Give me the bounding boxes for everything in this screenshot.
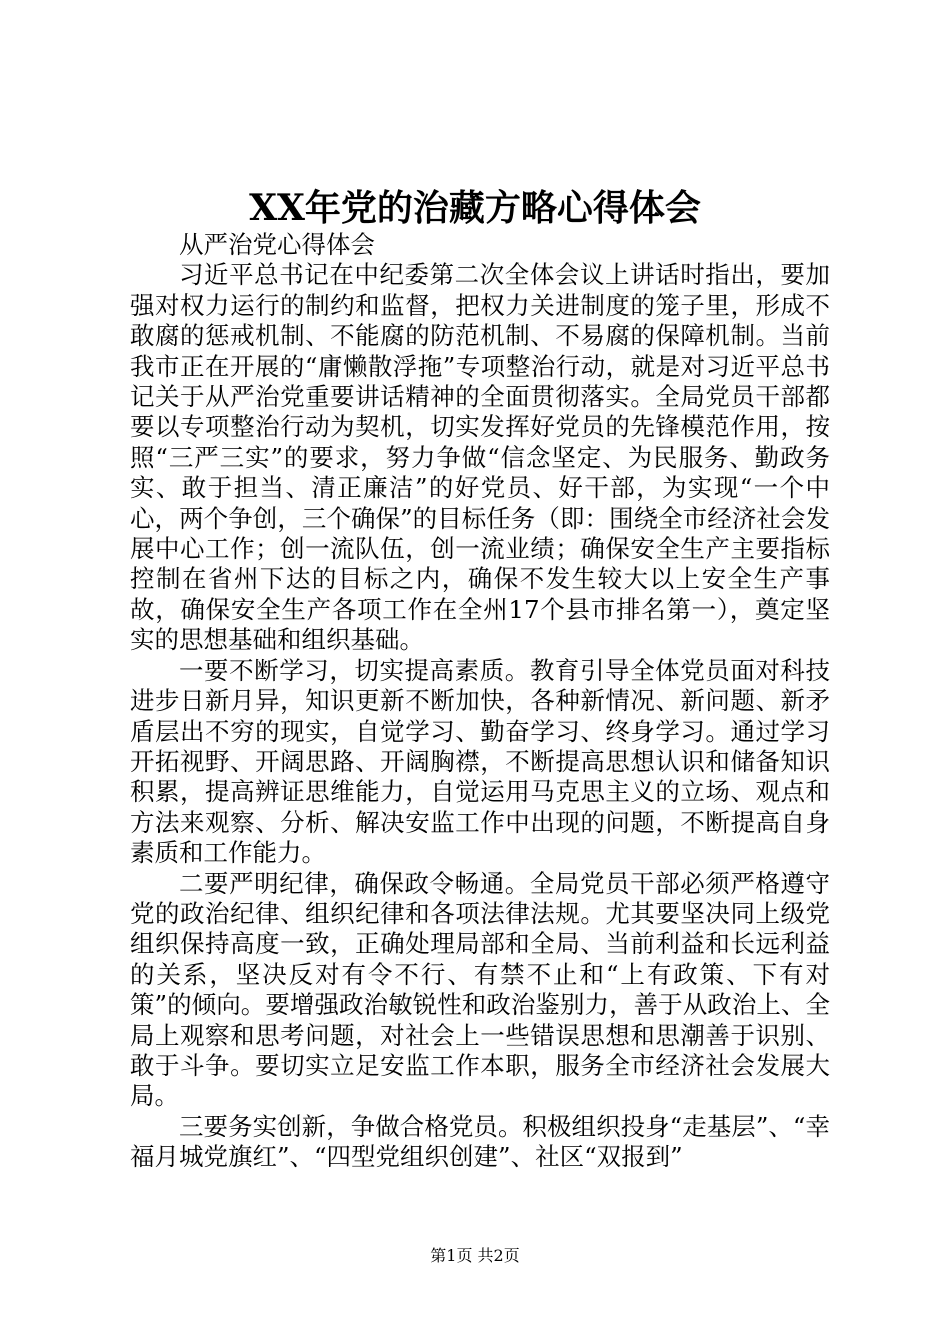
document-title: XX年党的治藏方略心得体会	[249, 187, 701, 229]
paragraph-point-three: 三要务实创新，争做合格党员。积极组织投身“走基层”、“幸福月城党旗红”、“四型党组织创建”、社区“双报到”	[130, 1111, 830, 1172]
paragraph-point-two: 二要严明纪律，确保政令畅通。全局党员干部必须严格遵守党的政治纪律、组织纪律和各项法律法规。尤其要坚决同上级党组织保持高度一致，正确处理局部和全局、当前利益和长远利益的关系，坚决反对有令不行、有禁不止和“上有政策、下有对策”的倾向。要增强政治敏锐性和政治鉴别力，善于从政治上、全局上观察和思考问题，对社会上一些错误思想和思潮善于识别、敢于斗争。要切实立足安监工作本职，服务全市经济社会发展大局。	[130, 868, 830, 1111]
paragraph-point-one: 一要不断学习，切实提高素质。教育引导全体党员面对科技进步日新月异，知识更新不断加快，各种新情况、新问题、新矛盾层出不穷的现实，自觉学习、勤奋学习、终身学习。通过学习开拓视野、开阔思路、开阔胸襟，不断提高思想认识和储备知识积累，提高辨证思维能力，自觉运用马克思主义的立场、观点和方法来观察、分析、解决安监工作中出现的问题，不断提高自身素质和工作能力。	[130, 655, 830, 868]
paragraph-subtitle: 从严治党心得体会	[179, 230, 375, 259]
document-body	[130, 230, 830, 1173]
paragraph-intro: 习近平总书记在中纪委第二次全体会议上讲话时指出，要加强对权力运行的制约和监督，把权力关进制度的笼子里，形成不敢腐的惩戒机制、不能腐的防范机制、不易腐的保障机制。当前我市正在开展的“庸懒散浮拖”专项整治行动，就是对习近平总书记关于从严治党重要讲话精神的全面贯彻落实。全局党员干部都要以专项整治行动为契机，切实发挥好党员的先锋模范作用，按照“三严三实”的要求，努力争做“信念坚定、为民服务、勤政务实、敢于担当、清正廉洁”的好党员、好干部，为实现“一个中心，两个争创，三个确保”的目标任务（即：围绕全市经济社会发展中心工作；创一流队伍，创一流业绩；确保安全生产主要指标控制在省州下达的目标之内，确保不发生较大以上安全生产事故，确保安全生产各项工作在全州17个县市排名第一），奠定坚实的思想基础和组织基础。	[130, 260, 830, 655]
page-footer: 第1页 共2页	[430, 1246, 520, 1265]
